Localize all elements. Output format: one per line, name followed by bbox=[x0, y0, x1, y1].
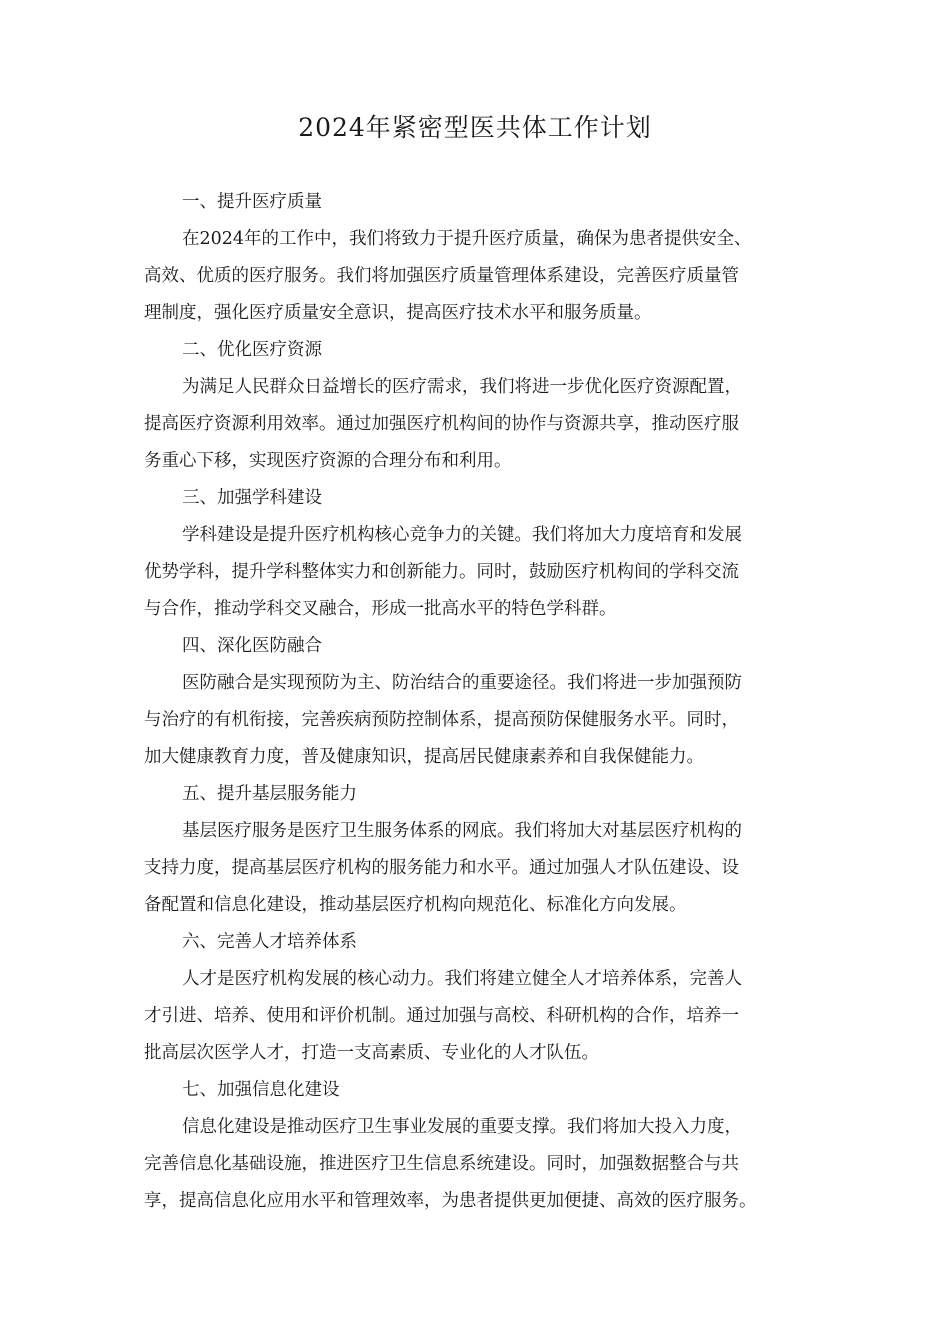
paragraph-line: 批高层次医学人才，打造一支高素质、专业化的人才队伍。 bbox=[144, 1043, 599, 1063]
section-heading: 四、深化医防融合 bbox=[182, 636, 322, 656]
paragraph-line: 备配置和信息化建设，推动基层医疗机构向规范化、标准化方向发展。 bbox=[144, 895, 687, 915]
paragraph-line: 与合作，推动学科交叉融合，形成一批高水平的特色学科群。 bbox=[144, 599, 617, 619]
paragraph-line: 为满足人民群众日益增长的医疗需求，我们将进一步优化医疗资源配置， bbox=[182, 377, 742, 397]
section-4 bbox=[144, 628, 820, 776]
section-paragraph bbox=[144, 221, 820, 332]
paragraph-line: 提高医疗资源利用效率。通过加强医疗机构间的协作与资源共享，推动医疗服 bbox=[144, 414, 739, 434]
section-heading: 五、提升基层服务能力 bbox=[182, 784, 357, 804]
paragraph-line: 基层医疗服务是医疗卫生服务体系的网底。我们将加大对基层医疗机构的 bbox=[182, 821, 742, 841]
section-2 bbox=[144, 332, 820, 480]
paragraph-line: 支持力度，提高基层医疗机构的服务能力和水平。通过加强人才队伍建设、设 bbox=[144, 858, 739, 878]
paragraph-line: 在2024年的工作中，我们将致力于提升医疗质量，确保为患者提供安全、 bbox=[182, 229, 752, 249]
paragraph-line: 优势学科，提升学科整体实力和创新能力。同时，鼓励医疗机构间的学科交流 bbox=[144, 562, 739, 582]
section-heading: 七、加强信息化建设 bbox=[182, 1080, 340, 1100]
section-1 bbox=[144, 184, 820, 332]
section-heading: 三、加强学科建设 bbox=[182, 488, 322, 508]
section-6 bbox=[144, 924, 820, 1072]
paragraph-line: 加大健康教育力度，普及健康知识，提高居民健康素养和自我保健能力。 bbox=[144, 747, 704, 767]
section-heading: 二、优化医疗资源 bbox=[182, 340, 322, 360]
paragraph-line: 务重心下移，实现医疗资源的合理分布和利用。 bbox=[144, 451, 512, 471]
paragraph-line: 享，提高信息化应用水平和管理效率，为患者提供更加便捷、高效的医疗服务。 bbox=[144, 1191, 757, 1211]
paragraph-line: 才引进、培养、使用和评价机制。通过加强与高校、科研机构的合作，培养一 bbox=[144, 1006, 739, 1026]
section-heading: 六、完善人才培养体系 bbox=[182, 932, 357, 952]
paragraph-line: 与治疗的有机衔接，完善疾病预防控制体系，提高预防保健服务水平。同时， bbox=[144, 710, 739, 730]
section-paragraph bbox=[144, 961, 820, 1072]
paragraph-line: 医防融合是实现预防为主、防治结合的重要途径。我们将进一步加强预防 bbox=[182, 673, 742, 693]
section-paragraph bbox=[144, 665, 820, 776]
document-title: 2024年紧密型医共体工作计划 bbox=[298, 113, 652, 142]
section-paragraph bbox=[144, 369, 820, 480]
paragraph-line: 信息化建设是推动医疗卫生事业发展的重要支撑。我们将加大投入力度， bbox=[182, 1117, 742, 1137]
section-paragraph bbox=[144, 813, 820, 924]
section-heading: 一、提升医疗质量 bbox=[182, 192, 322, 212]
section-3 bbox=[144, 480, 820, 628]
document-body bbox=[144, 184, 820, 1220]
section-5 bbox=[144, 776, 820, 924]
section-paragraph bbox=[144, 517, 820, 628]
section-7 bbox=[144, 1072, 820, 1220]
paragraph-line: 理制度，强化医疗质量安全意识，提高医疗技术水平和服务质量。 bbox=[144, 303, 652, 323]
paragraph-line: 人才是医疗机构发展的核心动力。我们将建立健全人才培养体系，完善人 bbox=[182, 969, 742, 989]
paragraph-line: 完善信息化基础设施，推进医疗卫生信息系统建设。同时，加强数据整合与共 bbox=[144, 1154, 739, 1174]
section-paragraph bbox=[144, 1109, 820, 1220]
paragraph-line: 高效、优质的医疗服务。我们将加强医疗质量管理体系建设，完善医疗质量管 bbox=[144, 266, 739, 286]
paragraph-line: 学科建设是提升医疗机构核心竞争力的关键。我们将加大力度培育和发展 bbox=[182, 525, 742, 545]
